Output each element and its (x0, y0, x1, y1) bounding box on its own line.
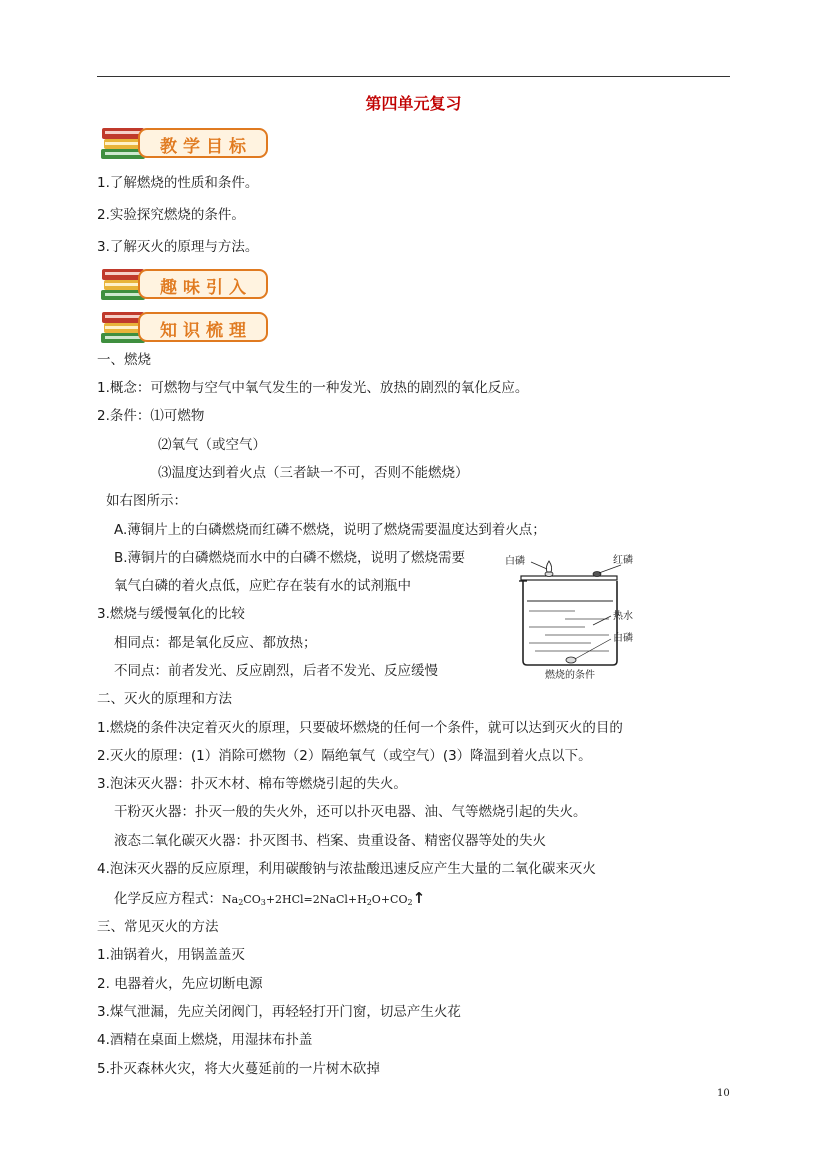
section3-line-3: 3.煤气泄漏，先应关闭阀门，再轻轻打开门窗，切忌产生火花 (97, 1004, 461, 1020)
page-number: 10 (717, 1088, 730, 1099)
banner-goals-label: 教学目标 (160, 137, 252, 157)
equation-formula: $Na_2CO_3+2HCl=2NaCl+H_2O+CO_2$ (222, 893, 413, 907)
equation-label: 化学反应方程式： (114, 891, 222, 907)
goal-3: 3.了解灭火的原理与方法。 (97, 239, 259, 255)
section1-item-b1: B.薄铜片的白磷燃烧而水中的白磷不燃烧，说明了燃烧需要 (114, 550, 466, 566)
page-title: 第四单元复习 (365, 94, 462, 113)
section3-line-5: 5.扑灭森林火灾，将大火蔓延前的一片树木砍掉 (97, 1061, 380, 1077)
section3-line-4: 4.酒精在桌面上燃烧，用湿抹布扑盖 (97, 1032, 313, 1048)
label-red-p: 红磷 (613, 555, 633, 566)
section3-line-1: 1.油锅着火，用锅盖盖灭 (97, 947, 245, 963)
label-white-p: 白磷 (505, 556, 525, 567)
section1-item-a: A.薄铜片上的白磷燃烧而红磷不燃烧，说明了燃烧需要温度达到着火点； (114, 522, 546, 538)
section2-heading: 二、灭火的原理和方法 (97, 691, 232, 707)
section2-line-1: 1.燃烧的条件决定着灭火的原理，只要破坏燃烧的任何一个条件，就可以达到灭火的目的 (97, 720, 623, 736)
section2-line-2: 2.灭火的原理：(1）消除可燃物（2）隔绝氧气（或空气）(3）降温到着火点以下。 (97, 748, 592, 764)
section1-concept: 1.概念：可燃物与空气中氧气发生的一种发光、放热的剧烈的氧化反应。 (97, 380, 529, 396)
combustion-figure (505, 553, 635, 681)
banner-intro (99, 264, 269, 304)
section1-same: 相同点：都是氧化反应、都放热； (114, 635, 317, 651)
label-hot-water: 热水 (613, 611, 633, 622)
section3-line-2: 2. 电器着火，先应切断电源 (97, 976, 263, 992)
header-rule (97, 76, 730, 77)
section1-compare: 3.燃烧与缓慢氧化的比较 (97, 606, 245, 622)
section1-item-b2: 氧气白磷的着火点低，应贮存在装有水的试剂瓶中 (114, 578, 411, 594)
banner-knowledge-label: 知识梳理 (160, 321, 252, 341)
section1-cond-3: ⑶温度达到着火点（三者缺一不可，否则不能燃烧） (158, 465, 469, 481)
reaction-equation (114, 889, 425, 912)
beaker-diagram (505, 553, 635, 681)
section1-as-shown: 如右图所示： (106, 493, 187, 509)
goal-1: 1.了解燃烧的性质和条件。 (97, 175, 259, 191)
section1-cond-1: 2.条件：⑴可燃物 (97, 408, 205, 424)
figure-caption: 燃烧的条件 (545, 670, 595, 681)
section2-line-4: 干粉灭火器：扑灭一般的失火外，还可以扑灭电器、油、气等燃烧引起的失火。 (114, 804, 587, 820)
section1-diff: 不同点：前者发光、反应剧烈，后者不发光、反应缓慢 (114, 663, 438, 679)
gas-arrow-icon: ↑ (412, 889, 426, 907)
section2-line-6: 4.泡沫灭火器的反应原理，利用碳酸钠与浓盐酸迅速反应产生大量的二氧化碳来灭火 (97, 861, 596, 877)
section2-line-3: 3.泡沫灭火器：扑灭木材、棉布等燃烧引起的失火。 (97, 776, 407, 792)
banner-goals (99, 123, 269, 163)
goal-2: 2.实验探究燃烧的条件。 (97, 207, 245, 223)
section1-cond-2: ⑵氧气（或空气） (158, 437, 266, 453)
section3-heading: 三、常见灭火的方法 (97, 919, 219, 935)
banner-knowledge (99, 307, 269, 347)
section2-line-5: 液态二氧化碳灭火器：扑灭图书、档案、贵重设备、精密仪器等处的失火 (114, 833, 546, 849)
label-white-p-water: 白磷 (613, 633, 633, 644)
banner-intro-label: 趣味引入 (160, 278, 252, 298)
section1-heading: 一、燃烧 (97, 352, 151, 368)
